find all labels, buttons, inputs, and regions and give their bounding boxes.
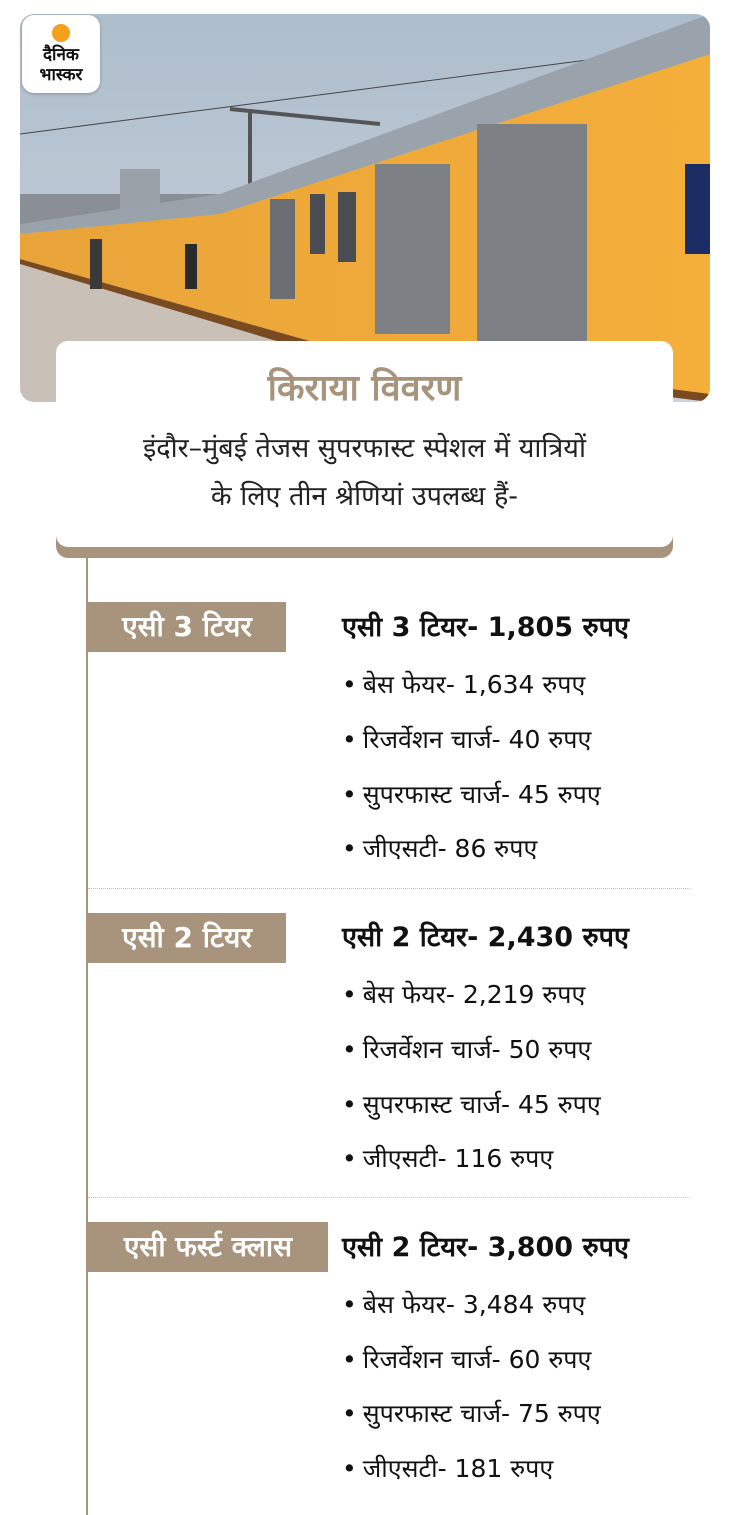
section-divider <box>88 888 690 889</box>
fare-item: • सुपरफास्ट चार्ज- 45 रुपए <box>342 780 601 809</box>
fare-item: • बेस फेयर- 3,484 रुपए <box>342 1290 586 1319</box>
fare-item: • बेस फेयर- 2,219 रुपए <box>342 980 586 1009</box>
logo-sun-icon <box>52 24 70 42</box>
fare-item: • बेस फेयर- 1,634 रुपए <box>342 670 586 699</box>
fare-item: • सुपरफास्ट चार्ज- 45 रुपए <box>342 1090 601 1119</box>
card-description-line1: इंदौर–मुंबई तेजस सुपरफास्ट स्पेशल में यात्रियों <box>143 433 586 464</box>
fare-item: • रिजर्वेशन चार्ज- 50 रुपए <box>342 1035 592 1064</box>
class-label-ac3: एसी 3 टियर <box>88 602 286 652</box>
fare-item: • रिजर्वेशन चार्ज- 60 रुपए <box>342 1345 592 1374</box>
fare-item: • जीएसटी- 116 रुपए <box>342 1144 554 1173</box>
card-description <box>86 425 643 521</box>
logo-text-line1: दैनिक <box>43 45 79 65</box>
section-divider <box>88 1197 690 1198</box>
card-title: किराया विवरण <box>267 368 462 409</box>
class-label-ac2: एसी 2 टियर <box>88 913 286 963</box>
fare-item: • सुपरफास्ट चार्ज- 75 रुपए <box>342 1399 601 1428</box>
card-description-line2: के लिए तीन श्रेणियां उपलब्ध हैं- <box>210 481 519 512</box>
logo-text-line2: भास्कर <box>39 65 83 85</box>
timeline-line <box>86 556 88 1515</box>
fare-item: • जीएसटी- 86 रुपए <box>342 834 538 863</box>
fare-info-card <box>56 341 673 547</box>
fare-heading-ac2: एसी 2 टियर- 2,430 रुपए <box>342 922 629 953</box>
fare-heading-ac3: एसी 3 टियर- 1,805 रुपए <box>342 612 629 643</box>
class-label-first-class: एसी फर्स्ट क्लास <box>88 1222 328 1272</box>
fare-item: • जीएसटी- 181 रुपए <box>342 1454 554 1483</box>
fare-item: • रिजर्वेशन चार्ज- 40 रुपए <box>342 725 592 754</box>
dainik-bhaskar-logo <box>22 15 100 93</box>
fare-heading-first-class: एसी 2 टियर- 3,800 रुपए <box>342 1232 629 1263</box>
